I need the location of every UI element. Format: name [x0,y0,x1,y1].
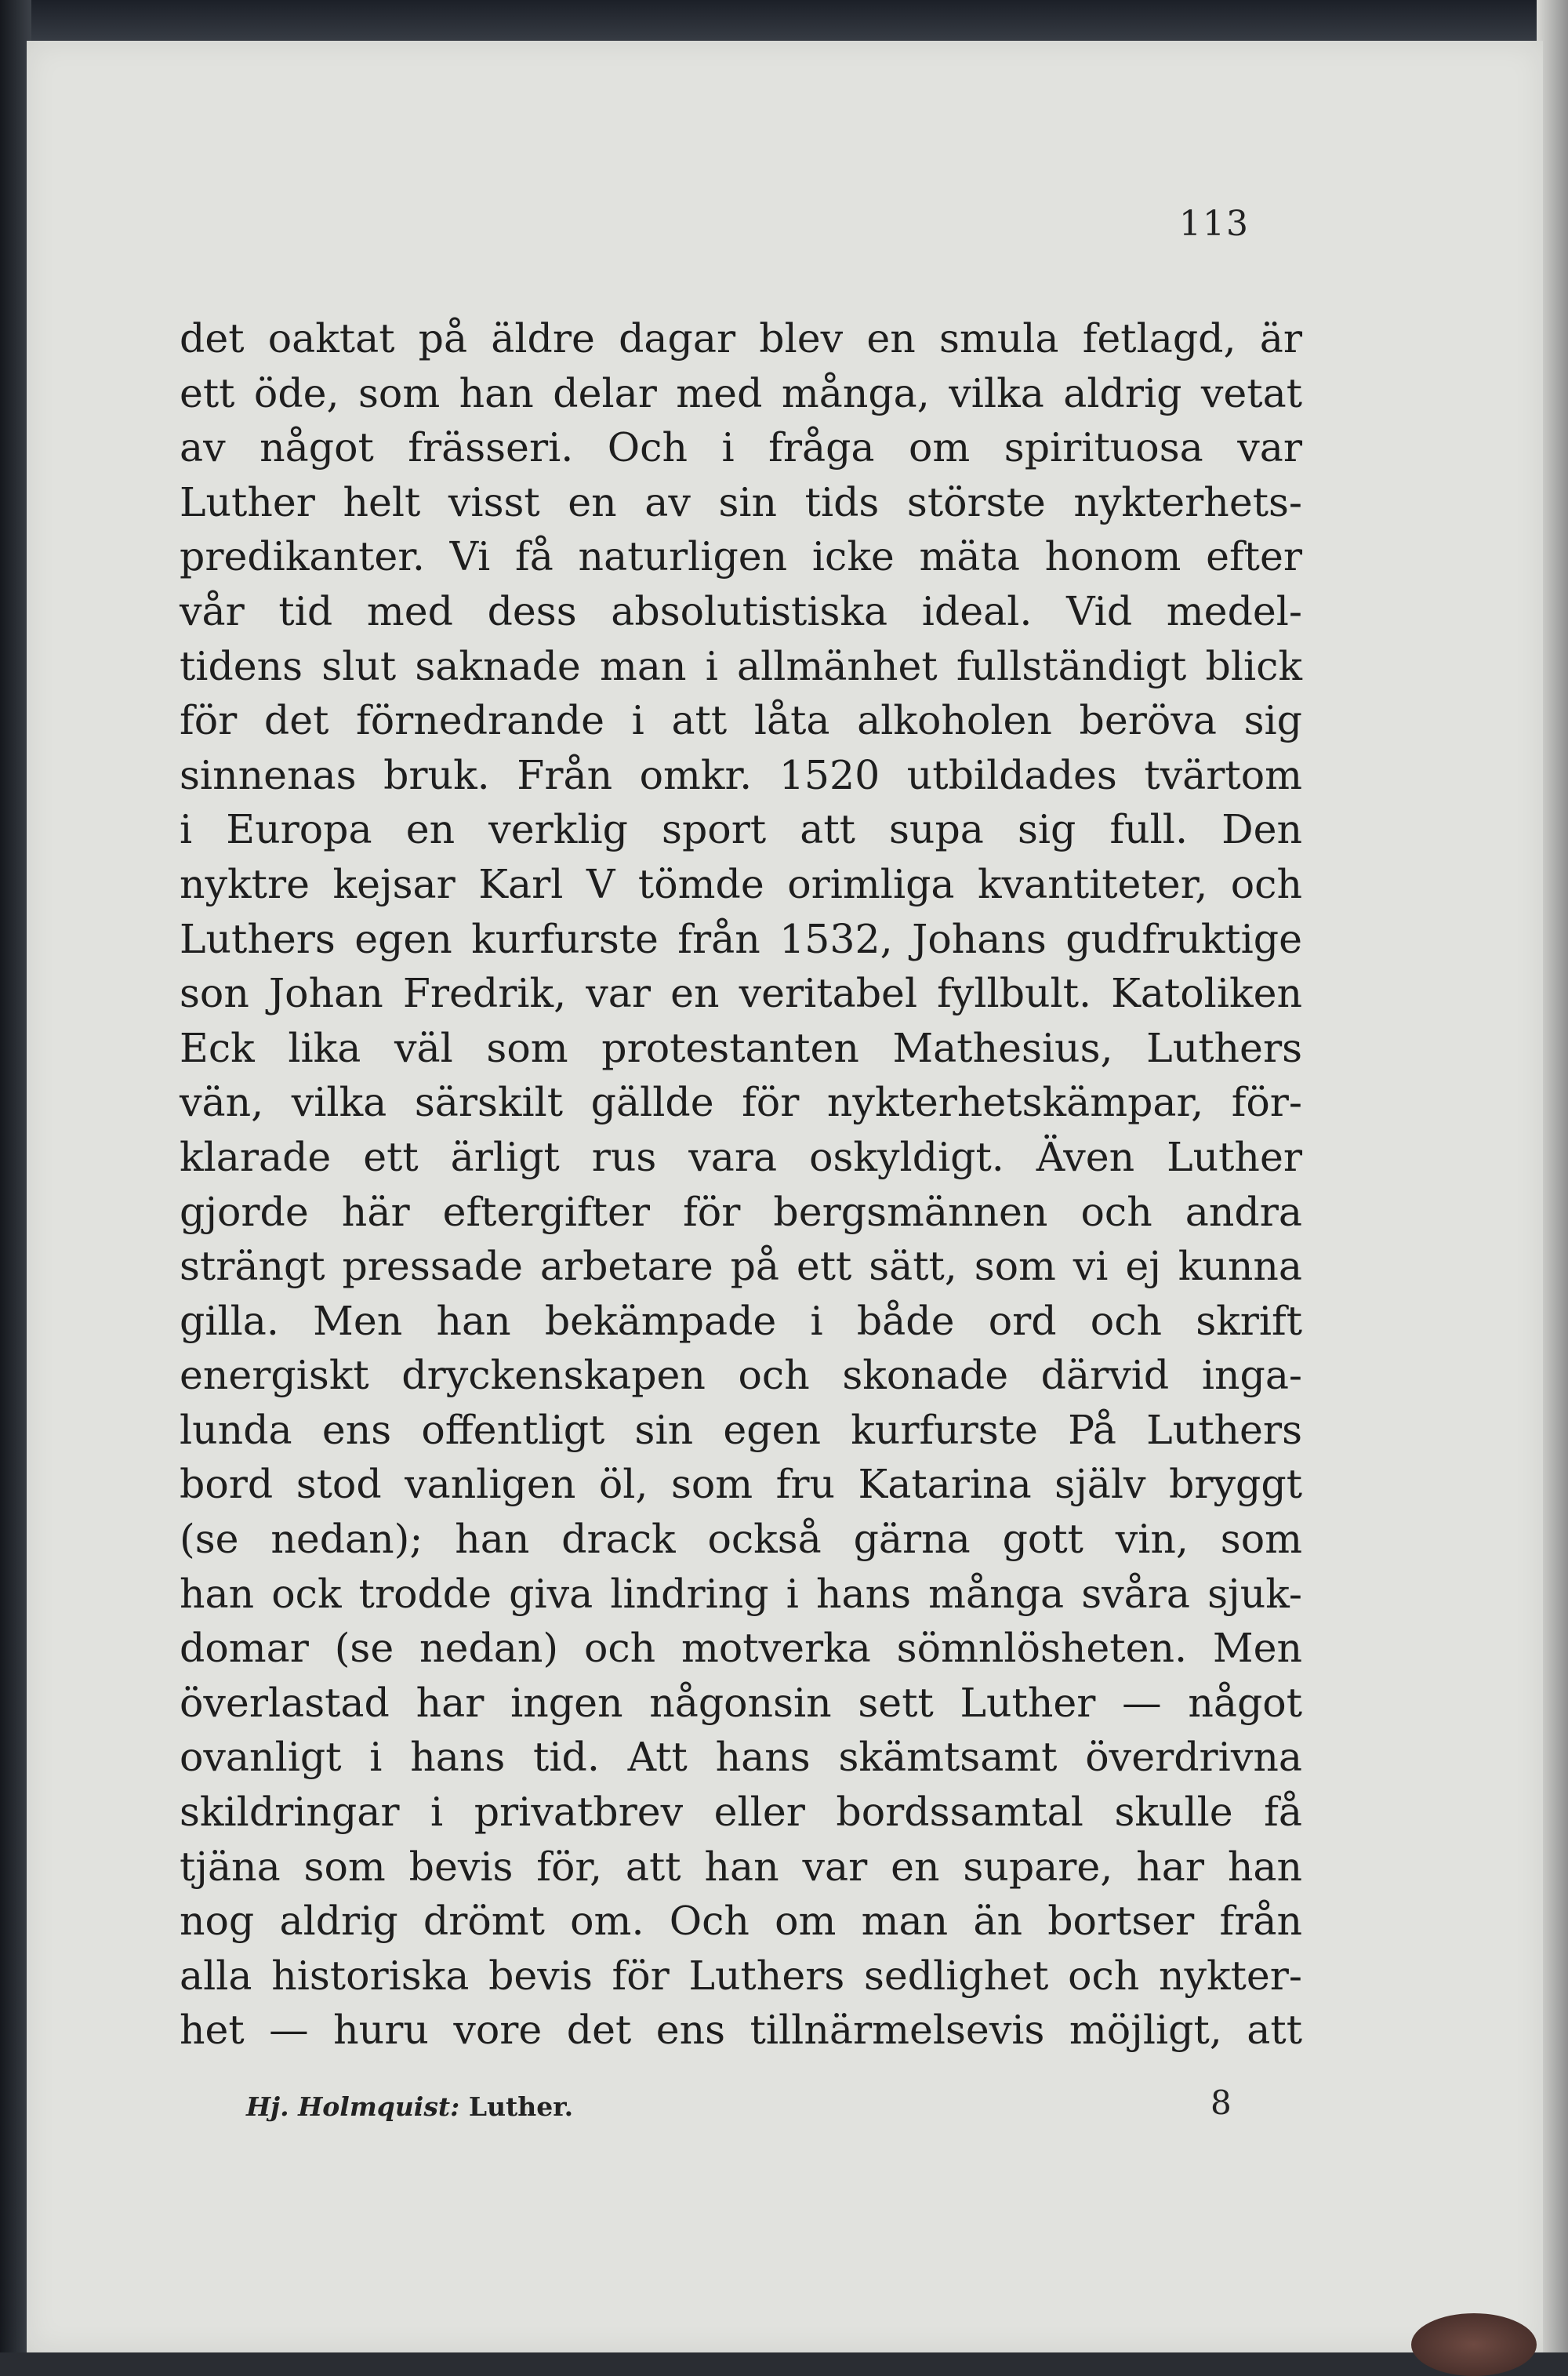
text-line: lunda ens offentligt sin egen kurfurste På Luthers [180,1406,1302,1453]
footer-book-title: Luther. [468,2091,574,2122]
text-line: domar (se nedan) och motverka sömnlösheten. Men [180,1625,1302,1672]
text-line: tjäna som bevis för, att han var en supare, har han [180,1843,1302,1890]
footer-author [246,2091,573,2122]
text-line: det oaktat på äldre dagar blev en smula fetlagd, är [180,315,1302,361]
text-line: Luthers egen kurfurste från 1532, Johans gudfruktige [180,915,1302,962]
text-line: alla historiska bevis för Luthers sedlighet och nykter- [180,1952,1302,1999]
text-line: energiskt dryckenskapen och skonade därvid inga- [180,1352,1302,1399]
page-number: 113 [1179,204,1250,244]
text-line: nog aldrig drömt om. Och om man än bortser från [180,1898,1302,1945]
text-line: sinnenas bruk. Från omkr. 1520 utbildades tvärtom [180,751,1302,798]
text-line: gilla. Men han bekämpade i både ord och skrift [180,1297,1302,1344]
text-line-last: het — huru vore det ens tillnärmelsevis möjligt, att [180,2007,1302,2054]
text-line: ett öde, som han delar med många, vilka aldrig vetat [180,369,1302,416]
text-line: klarade ett ärligt rus vara oskyldigt. Även Luther [180,1133,1302,1180]
text-line: han ock trodde giva lindring i hans många svåra sjuk- [180,1570,1302,1617]
text-line: vän, vilka särskilt gällde för nykterhetskämpar, för- [180,1079,1302,1126]
signature-mark: 8 [1210,2084,1232,2122]
text-line: vår tid med dess absolutistiska ideal. Vid medel- [180,587,1302,634]
text-line: ovanligt i hans tid. Att hans skämtsamt överdrivna [180,1734,1302,1781]
book-page [27,41,1543,2352]
text-line: överlastad har ingen någonsin sett Luther — något [180,1679,1302,1726]
text-line: tidens slut saknade man i allmänhet fullständigt blick [180,642,1302,689]
body-text [180,311,1302,2058]
text-line: bord stod vanligen öl, som fru Katarina själv bryggt [180,1461,1302,1508]
text-line: son Johan Fredrik, var en veritabel fyllbult. Katoliken [180,970,1302,1017]
text-line: predikanter. Vi få naturligen icke mäta honom efter [180,533,1302,580]
text-line: Eck lika väl som protestanten Mathesius, Luthers [180,1024,1302,1071]
corner-object [1411,2313,1537,2376]
text-line: i Europa en verklig sport att supa sig full. Den [180,806,1302,853]
book-cover-top-edge [0,0,1568,47]
footer-author-name: Hj. Holmquist: [246,2091,460,2122]
text-line: Luther helt visst en av sin tids störste nykterhets- [180,478,1302,525]
text-line: av något frässeri. Och i fråga om spirituosa var [180,424,1302,471]
text-line: för det förnedrande i att låta alkoholen beröva sig [180,697,1302,744]
text-line: gjorde här eftergifter för bergsmännen och andra [180,1188,1302,1235]
text-line: (se nedan); han drack också gärna gott vin, som [180,1516,1302,1563]
text-line: skildringar i privatbrev eller bordssamtal skulle få [180,1789,1302,1836]
text-line: strängt pressade arbetare på ett sätt, som vi ej kunna [180,1243,1302,1290]
text-line: nyktre kejsar Karl V tömde orimliga kvantiteter, och [180,860,1302,907]
